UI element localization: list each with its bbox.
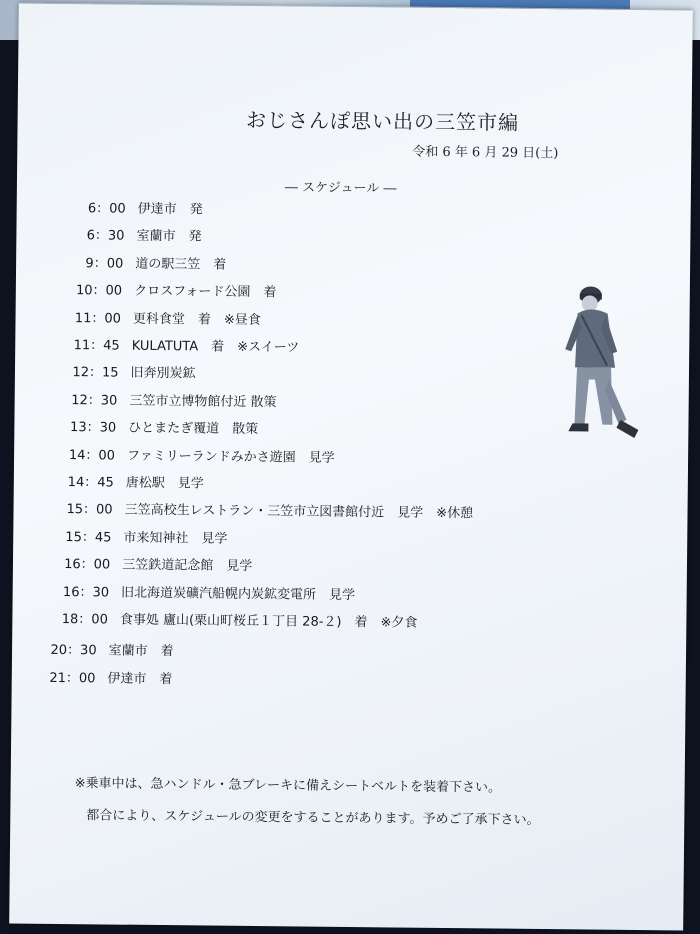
schedule-row [66, 307, 261, 329]
schedule-time: 13：30 [70, 420, 117, 436]
schedule-text: 三笠鉄道記念館 見学 [122, 557, 253, 575]
schedule-text: 唐松駅 見学 [125, 475, 204, 492]
schedule-time: 12：30 [71, 392, 118, 409]
schedule-text: ひとまたぎ覆道 散策 [128, 420, 259, 438]
schedule-time: 21：00 [49, 670, 96, 687]
schedule-text: ファミリーランドみかさ遊園 見学 [126, 448, 335, 466]
schedule-text: 三笠高校生レストラン・三笠市立図書館付近 見学 ※休憩 [124, 503, 474, 522]
schedule-text: クロスフォード公園 着 [134, 283, 277, 301]
walking-man-illustration [554, 279, 656, 450]
schedule-row [40, 667, 172, 688]
schedule-row [61, 416, 258, 438]
document-title: おじさんぽ思い出の三笠市編 [245, 107, 520, 135]
note-schedule-change: 都合により、スケジュールの変更をすることがあります。予めご了承下さい。 [86, 808, 540, 828]
schedule-text: 更科食堂 着 ※昼食 [132, 311, 261, 328]
schedule-row [63, 361, 195, 382]
schedule-time: 10：00 [75, 283, 123, 299]
paper-sheet [9, 2, 693, 930]
schedule-text: 市来知神社 見学 [123, 530, 228, 547]
schedule-row [60, 444, 335, 467]
schedule-time: 14：00 [68, 447, 116, 464]
schedule-row [71, 197, 203, 218]
schedule-row [56, 526, 227, 548]
schedule-row [54, 580, 355, 603]
schedule-time: 11：00 [74, 310, 122, 327]
schedule-time: 15：00 [66, 502, 113, 518]
schedule-time: 12：15 [72, 365, 119, 381]
schedule-row [58, 498, 474, 522]
schedule-text: 室蘭市 着 [108, 643, 174, 660]
schedule-time: 14：45 [67, 475, 114, 491]
schedule-time: 11：45 [73, 338, 120, 354]
schedule-time: 16：30 [62, 584, 110, 601]
schedule-time: 6：00 [87, 201, 126, 217]
schedule-row [55, 553, 252, 575]
schedule-row [62, 389, 276, 411]
schedule-text: KULATUTA 着 ※スイーツ [131, 338, 300, 356]
schedule-text: 旧北海道炭礦汽船幌内炭鉱変電所 見学 [120, 585, 356, 603]
schedule-time: 15：45 [65, 529, 112, 546]
schedule-row [59, 471, 204, 493]
schedule-heading: ― スケジュール ― [284, 180, 397, 197]
schedule-time: 6：30 [86, 228, 125, 245]
schedule-text: 道の駅三笠 着 [135, 256, 227, 273]
schedule-time: 18：00 [61, 611, 108, 628]
schedule-row [67, 279, 277, 301]
note-seatbelt: ※乗車中は、急ハンドル・急ブレーキに備えシートベルトを装着下さい。 [74, 776, 502, 796]
schedule-row [53, 608, 418, 632]
schedule-text: 旧奔別炭鉱 [130, 366, 196, 382]
schedule-row [65, 334, 300, 356]
schedule-time: 20：30 [50, 643, 97, 659]
schedule-time: 9：00 [85, 256, 124, 272]
schedule-row [42, 639, 174, 660]
schedule-time: 16：00 [64, 557, 111, 573]
document-date: 令和 6 年 6 月 29 日(土) [412, 144, 559, 162]
schedule-text: 食事処 廬山(栗山町桜丘１丁目 28-２) 着 ※夕食 [119, 612, 418, 631]
schedule-text: 伊達市 着 [107, 671, 173, 687]
schedule-text: 三笠市立博物館付近 散策 [129, 393, 277, 411]
schedule-text: 伊達市 発 [137, 201, 203, 218]
schedule-row [69, 224, 201, 245]
schedule-row [68, 252, 226, 274]
schedule-text: 室蘭市 発 [136, 229, 202, 245]
